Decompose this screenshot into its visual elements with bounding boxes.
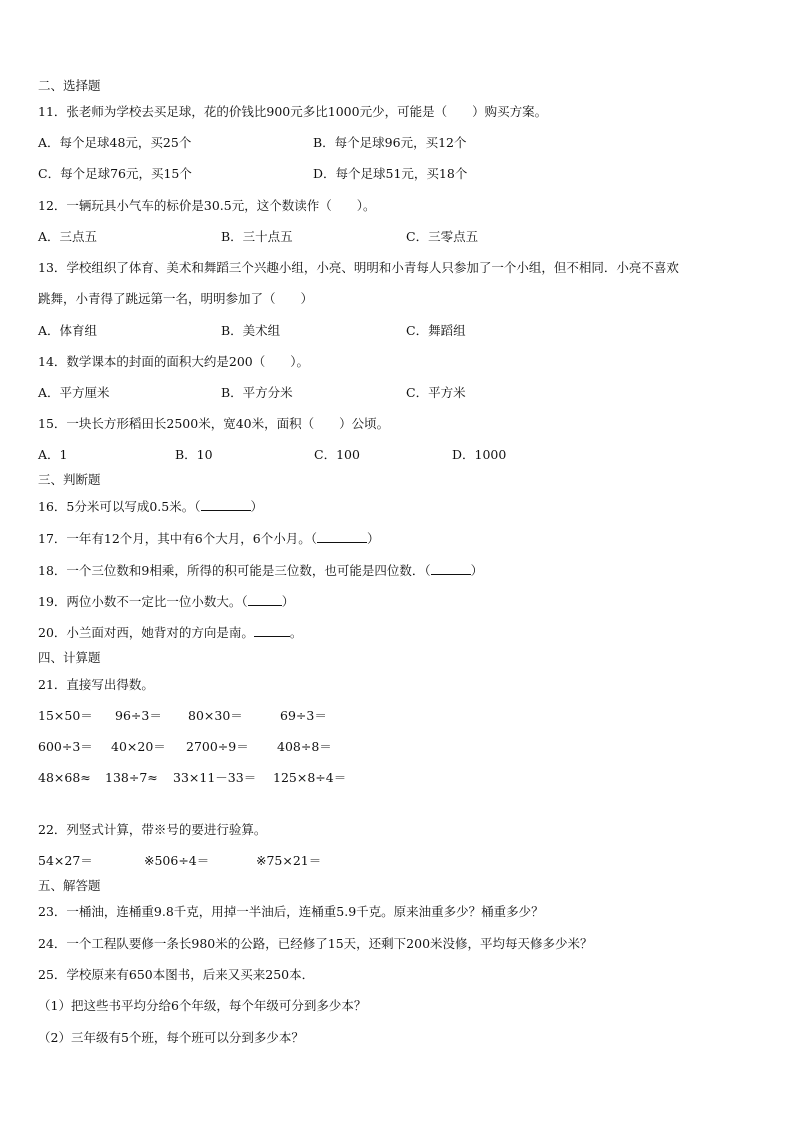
open-paren: （ <box>194 499 201 514</box>
section-heading-word-problems: 五、解答题 <box>38 878 101 893</box>
question-18 <box>38 562 483 579</box>
calc-item: 125×8÷4＝ <box>273 770 347 785</box>
question-14-option-c: C．平方米 <box>406 385 466 400</box>
question-12-option-b: B．三十点五 <box>221 229 293 244</box>
section-heading-calculation: 四、计算题 <box>38 650 101 665</box>
question-20-text: 20．小兰面对西，她背对的方向是南。 <box>38 625 254 640</box>
open-paren: （ <box>424 563 431 578</box>
question-25-text: 25．学校原来有650本图书，后来又买来250本． <box>38 967 315 982</box>
question-17 <box>38 530 380 547</box>
calc-item: 80×30＝ <box>188 708 243 723</box>
question-12-option-a: A．三点五 <box>38 229 98 244</box>
question-13-text-line1: 13．学校组织了体育、美术和舞蹈三个兴趣小组，小亮、明明和小青每人只参加了一个小组，但不相同．小亮不喜欢 <box>38 260 679 275</box>
section-heading-judgement: 三、判断题 <box>38 472 101 487</box>
answer-blank-16[interactable] <box>201 498 251 511</box>
question-13-option-b: B．美术组 <box>221 323 281 338</box>
question-22-text: 22．列竖式计算，带※号的要进行验算。 <box>38 822 267 837</box>
question-13-text-line2: 跳舞，小青得了跳远第一名，明明参加了（ ） <box>38 291 314 306</box>
question-11-option-d: D．每个足球51元，买18个 <box>313 166 468 181</box>
question-19 <box>38 593 294 610</box>
calc-item: 138÷7≈ <box>105 770 158 785</box>
calc-item: 96÷3＝ <box>115 708 162 723</box>
question-15-option-a: A．1 <box>38 447 68 462</box>
calc-item: ※506÷4＝ <box>144 853 210 868</box>
question-16-text: 16．5分米可以写成0.5米。 <box>38 499 195 514</box>
question-15-option-c: C．100 <box>314 447 360 462</box>
question-25-sub2: （2）三年级有5个班，每个班可以分到多少本？ <box>38 1030 304 1045</box>
question-13-option-c: C．舞蹈组 <box>406 323 466 338</box>
calc-item: 33×11－33＝ <box>173 770 257 785</box>
answer-blank-20[interactable] <box>254 624 290 637</box>
calc-item: 15×50＝ <box>38 708 93 723</box>
question-12-option-c: C．三零点五 <box>406 229 479 244</box>
question-13-option-a: A．体育组 <box>38 323 98 338</box>
calc-item: 54×27＝ <box>38 853 93 868</box>
question-15-text: 15．一块长方形稻田长2500米，宽40米，面积（ ）公顷。 <box>38 416 390 431</box>
question-15-option-b: B．10 <box>175 447 213 462</box>
close-paren: ） <box>250 499 264 514</box>
close-paren: ） <box>366 531 380 546</box>
question-19-text: 19．两位小数不一定比一位小数大。 <box>38 594 242 609</box>
question-11-text: 11．张老师为学校去买足球，花的价钱比900元多比1000元少，可能是（ ）购买方案。 <box>38 104 548 119</box>
question-24-text: 24．一个工程队要修一条长980米的公路，已经修了15天，还剩下200米没修，平均每天修多少米？ <box>38 936 593 951</box>
question-18-text: 18．一个三位数和9相乘，所得的积可能是三位数，也可能是四位数． <box>38 563 425 578</box>
calc-item: 600÷3＝ <box>38 739 93 754</box>
close-paren: ） <box>281 594 295 609</box>
question-14-option-a: A．平方厘米 <box>38 385 110 400</box>
question-11-option-c: C．每个足球76元，买15个 <box>38 166 192 181</box>
question-25-sub1: （1）把这些书平均分给6个年级，每个年级可分到多少本？ <box>38 998 367 1013</box>
question-14-option-b: B．平方分米 <box>221 385 293 400</box>
section-heading-choice: 二、选择题 <box>38 78 101 93</box>
question-17-text: 17．一年有12个月，其中有6个大月，6个小月。 <box>38 531 311 546</box>
question-12-text: 12．一辆玩具小气车的标价是30.5元，这个数读作（ ）。 <box>38 198 376 213</box>
question-11-option-a: A．每个足球48元，买25个 <box>38 135 192 150</box>
question-11-option-b: B．每个足球96元，买12个 <box>313 135 467 150</box>
open-paren: （ <box>310 531 317 546</box>
answer-blank-17[interactable] <box>317 530 367 543</box>
calc-item: 2700÷9＝ <box>186 739 249 754</box>
calc-item: 408÷8＝ <box>277 739 332 754</box>
calc-item: 40×20＝ <box>111 739 166 754</box>
question-16 <box>38 498 263 515</box>
close-paren: ） <box>470 563 484 578</box>
question-20-end: 。 <box>289 625 303 640</box>
open-paren: （ <box>241 594 248 609</box>
question-23-text: 23．一桶油，连桶重9.8千克，用掉一半油后，连桶重5.9千克。原来油重多少？桶重多少？ <box>38 904 544 919</box>
calc-item: 48×68≈ <box>38 770 91 785</box>
calc-item: 69÷3＝ <box>280 708 327 723</box>
question-15-option-d: D．1000 <box>452 447 507 462</box>
question-21-text: 21．直接写出得数。 <box>38 677 154 692</box>
question-20 <box>38 624 302 641</box>
answer-blank-19[interactable] <box>248 593 282 606</box>
answer-blank-18[interactable] <box>431 562 471 575</box>
calc-item: ※75×21＝ <box>256 853 322 868</box>
question-14-text: 14．数学课本的封面的面积大约是200（ ）。 <box>38 354 310 369</box>
